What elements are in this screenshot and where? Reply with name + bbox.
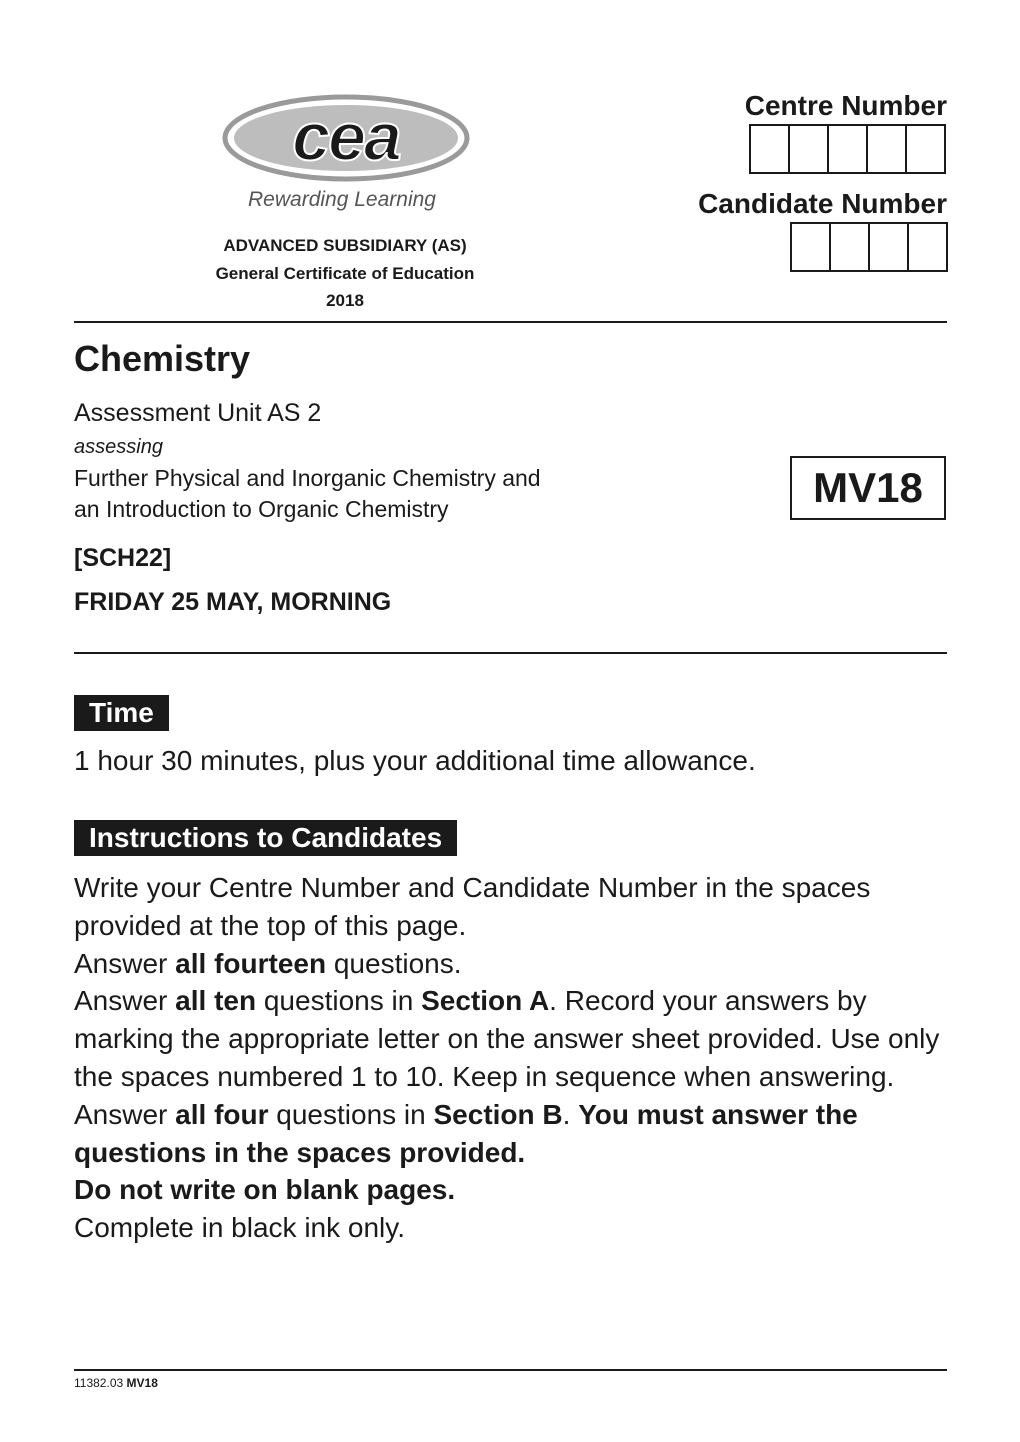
time-heading: Time (74, 695, 169, 731)
subject-title: Chemistry (74, 338, 251, 379)
certificate-title: General Certificate of Education (215, 264, 475, 283)
instruction-line: Answer all fourteen questions. (74, 947, 462, 979)
assessing-label: assessing (74, 436, 163, 458)
instruction-line: Write your Centre Number and Candidate Number in the spaces provided at the top of this page. (74, 872, 871, 941)
centre-number-digit-box[interactable] (788, 126, 827, 172)
qualification-title: ADVANCED SUBSIDIARY (AS) (223, 236, 467, 255)
paper-code: [SCH22] (74, 544, 172, 572)
paper-id-box: MV18 (790, 456, 946, 520)
instruction-line: Complete in black ink only. (74, 1212, 405, 1244)
instruction-line: Do not write on blank pages. (74, 1174, 456, 1206)
logo-tagline: Rewarding Learning (248, 188, 436, 211)
candidate-number-digit-box[interactable] (792, 224, 829, 270)
instructions-body (74, 869, 954, 1247)
instructions-heading: Instructions to Candidates (74, 820, 457, 856)
time-text: 1 hour 30 minutes, plus your additional time allowance. (74, 745, 756, 776)
footer-divider (74, 1369, 947, 1371)
centre-number-digit-box[interactable] (866, 126, 905, 172)
cea-logo (222, 94, 470, 182)
centre-number-digit-box[interactable] (905, 126, 944, 172)
centre-number-boxes[interactable] (749, 124, 946, 174)
divider (74, 652, 947, 654)
instruction-line: Answer all four questions in Section B. You must answer the questions in the spaces provided. (74, 1098, 858, 1168)
exam-year: 2018 (326, 291, 364, 310)
candidate-number-digit-box[interactable] (907, 224, 946, 270)
assessment-unit: Assessment Unit AS 2 (74, 399, 322, 427)
candidate-number-digit-box[interactable] (868, 224, 907, 270)
candidate-number-digit-box[interactable] (829, 224, 868, 270)
unit-description-line: an Introduction to Organic Chemistry (74, 496, 449, 522)
unit-description-line: Further Physical and Inorganic Chemistry and (74, 465, 541, 491)
centre-number-label: Centre Number (744, 90, 947, 121)
centre-number-digit-box[interactable] (827, 126, 866, 172)
candidate-number-label: Candidate Number (698, 188, 947, 219)
footer-reference: 11382.03 MV18 (74, 1376, 158, 1390)
instruction-line: Answer all ten questions in Section A. Record your answers by marking the appropriate letter on the answer sheet provided. Use only the spaces numbered 1 to 10. Keep in sequence when answering. (74, 985, 940, 1092)
exam-date: FRIDAY 25 MAY, MORNING (74, 588, 392, 616)
logo-text: cea (292, 99, 400, 175)
unit-description (74, 463, 674, 525)
candidate-number-boxes[interactable] (790, 222, 948, 272)
divider (74, 321, 947, 323)
centre-number-digit-box[interactable] (751, 126, 788, 172)
